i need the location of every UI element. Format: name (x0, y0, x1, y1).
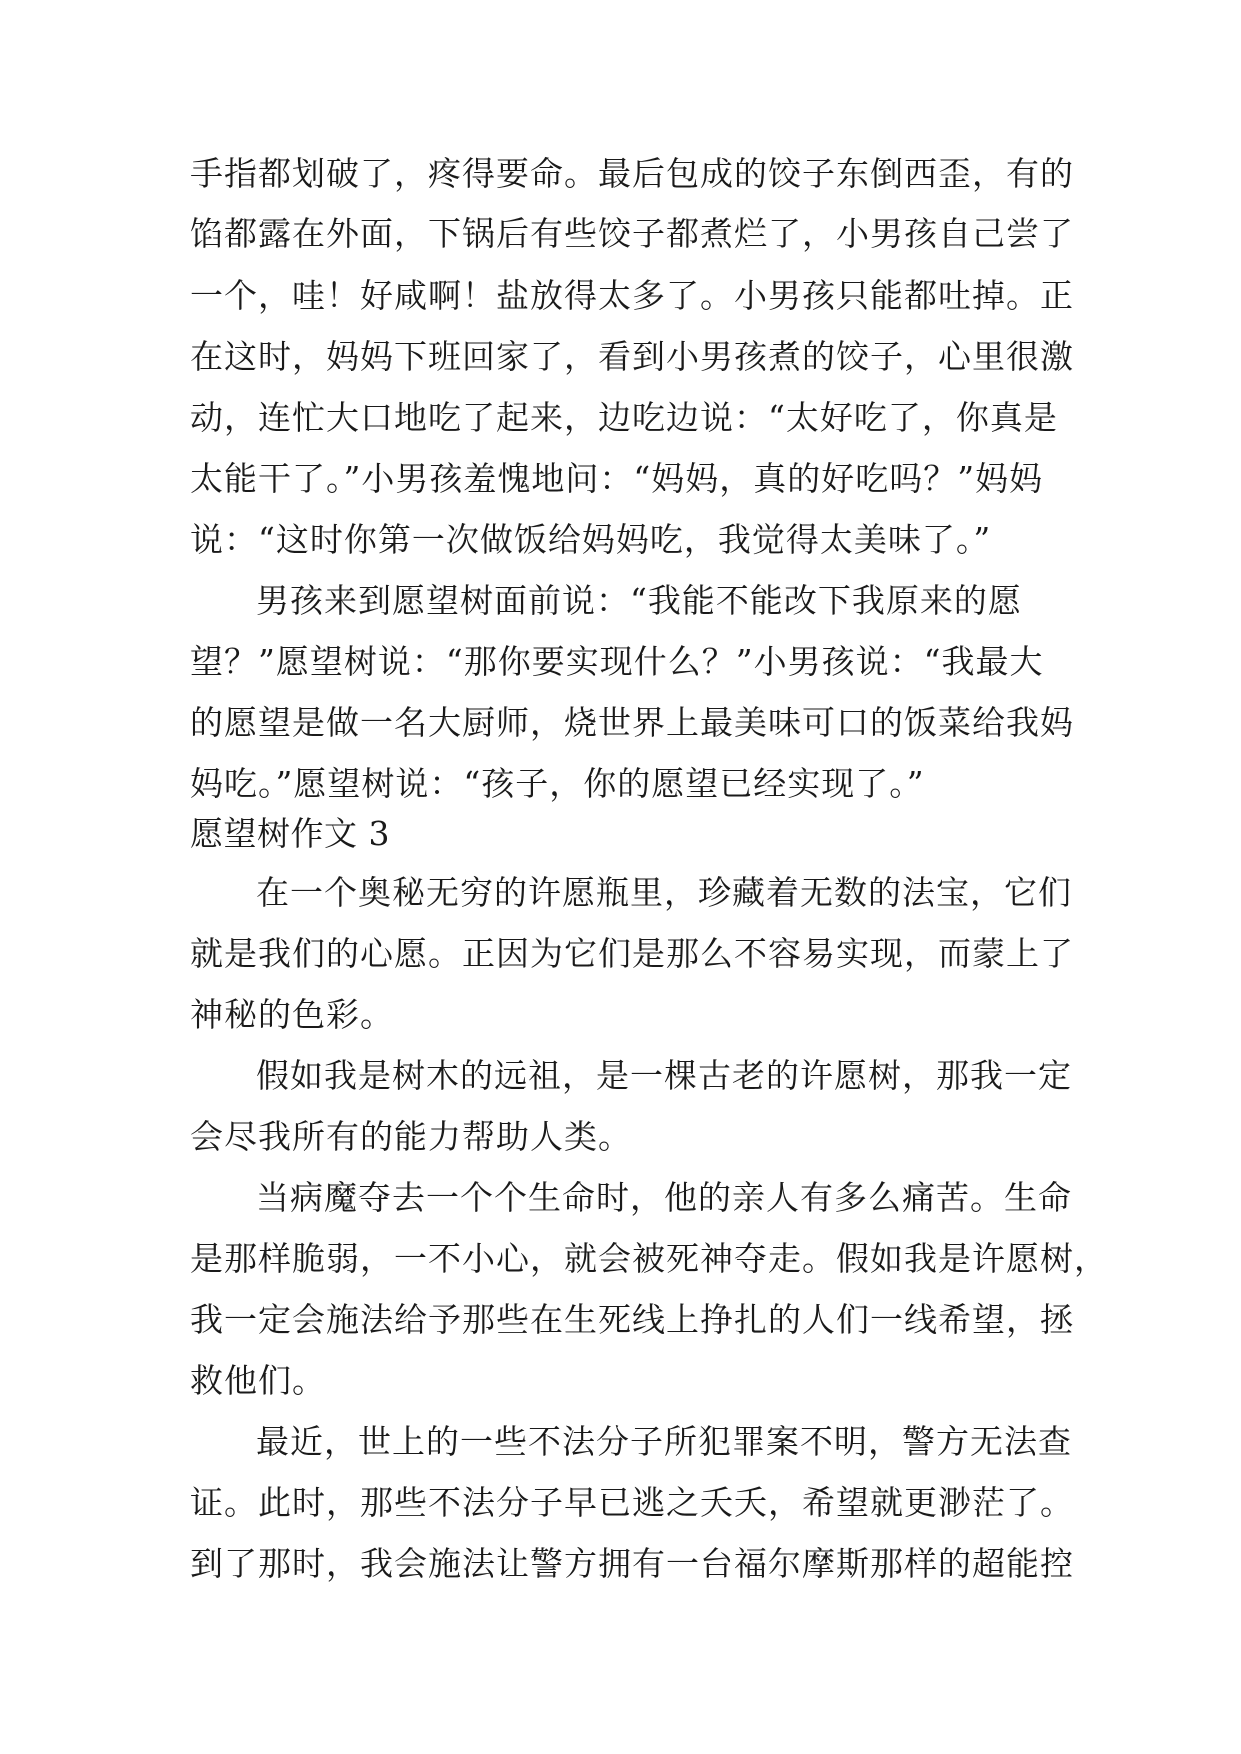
text-line: 当病魔夺去一个个生命时，他的亲人有多么痛苦。生命 (256, 1178, 1072, 1217)
text-line: 妈吃。”愿望树说：“孩子，你的愿望已经实现了。” (190, 764, 925, 803)
section-heading: 愿望树作文 3 (190, 814, 390, 853)
text-line: 太能干了。”小男孩羞愧地问：“妈妈，真的好吃吗？”妈妈 (190, 459, 1044, 498)
text-line: 说：“这时你第一次做饭给妈妈吃，我觉得太美味了。” (190, 520, 992, 559)
text-line: 的愿望是做一名大厨师，烧世界上最美味可口的饭菜给我妈 (190, 703, 1074, 742)
text-line: 一个，哇！好咸啊！盐放得太多了。小男孩只能都吐掉。正 (190, 276, 1074, 315)
text-line: 神秘的色彩。 (190, 995, 394, 1034)
text-line: 会尽我所有的能力帮助人类。 (190, 1117, 632, 1156)
text-line: 馅都露在外面，下锅后有些饺子都煮烂了，小男孩自己尝了 (190, 214, 1074, 253)
text-line: 男孩来到愿望树面前说：“我能不能改下我原来的愿 (256, 581, 1022, 620)
text-line: 在这时，妈妈下班回家了，看到小男孩煮的饺子，心里很激 (190, 337, 1074, 376)
text-line: 到了那时，我会施法让警方拥有一台福尔摩斯那样的超能控 (190, 1544, 1074, 1583)
text-line: 假如我是树木的远祖，是一棵古老的许愿树，那我一定 (256, 1056, 1072, 1095)
text-line: 动，连忙大口地吃了起来，边吃边说：“太好吃了，你真是 (190, 398, 1058, 437)
text-line: 我一定会施法给予那些在生死线上挣扎的人们一线希望，拯 (190, 1300, 1074, 1339)
text-line: 手指都划破了，疼得要命。最后包成的饺子东倒西歪，有的 (190, 154, 1074, 193)
text-line: 证。此时，那些不法分子早已逃之夭夭，希望就更渺茫了。 (190, 1483, 1074, 1522)
text-line: 望？”愿望树说：“那你要实现什么？”小男孩说：“我最大 (190, 642, 1044, 681)
text-line: 在一个奥秘无穷的许愿瓶里，珍藏着无数的法宝，它们 (256, 873, 1072, 912)
text-line: 是那样脆弱，一不小心，就会被死神夺走。假如我是许愿树， (190, 1239, 1108, 1278)
text-line: 救他们。 (190, 1361, 326, 1400)
text-line: 最近，世上的一些不法分子所犯罪案不明，警方无法查 (256, 1422, 1072, 1461)
text-line: 就是我们的心愿。正因为它们是那么不容易实现，而蒙上了 (190, 934, 1074, 973)
